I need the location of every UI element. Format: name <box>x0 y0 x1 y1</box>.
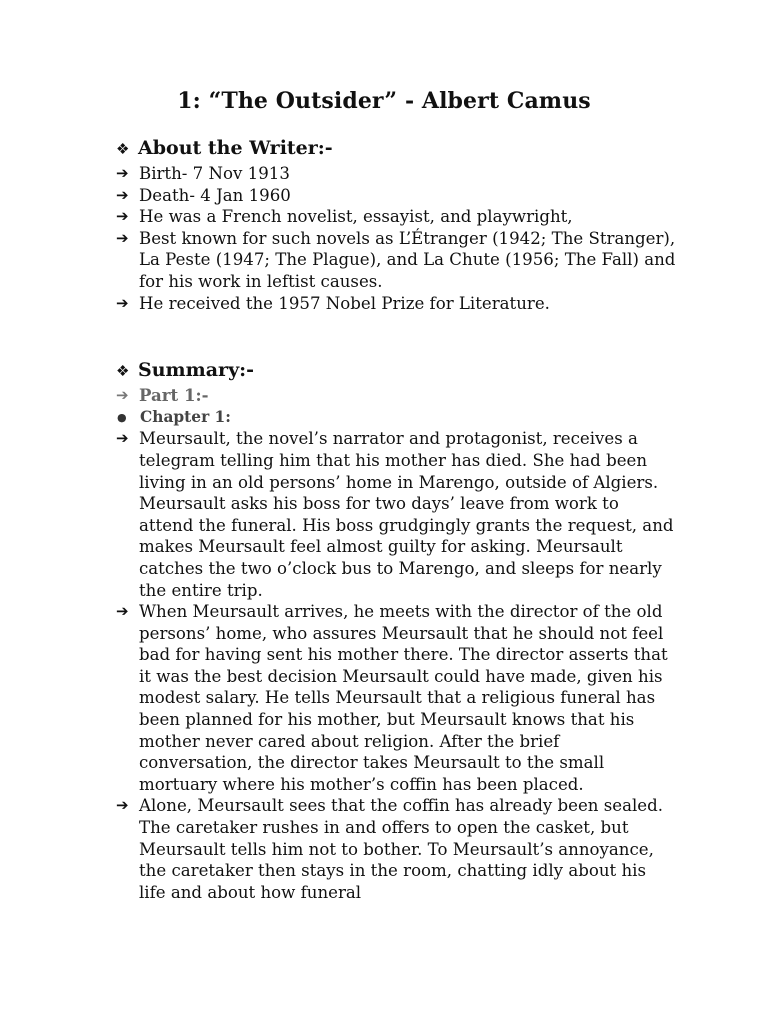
summary-heading <box>116 356 676 385</box>
arrow-bullet-icon: ➔ <box>116 185 129 204</box>
list-item <box>116 428 676 601</box>
list-item-text: Birth- 7 Nov 1913 <box>139 164 290 183</box>
diamond-bullet-icon: ❖ <box>116 140 130 158</box>
section-spacer <box>116 314 676 356</box>
list-item-text: Death- 4 Jan 1960 <box>139 185 291 205</box>
list-item <box>116 601 676 795</box>
list-item <box>116 228 676 293</box>
document-title: 1: “The Outsider” - Albert Camus <box>177 88 591 114</box>
document-body <box>116 134 676 903</box>
list-item-text: Best known for such novels as L’Étranger (1942; The Stranger), La Peste (1947; The Plague), and La Chute (1956; The Fall) and for his work in leftist causes. <box>139 228 676 291</box>
list-item <box>116 206 676 228</box>
arrow-bullet-icon: ➔ <box>116 386 129 405</box>
list-item-text: Alone, Meursault sees that the coffin has already been sealed. The caretaker rushes in and offers to open the casket, but Meursault tells him not to bother. To Meursault’s annoyance, the caretaker then stays in the room, chatting idly about his life and about how funeral <box>139 796 664 902</box>
chapter-label-text: Chapter 1: <box>140 407 231 426</box>
arrow-bullet-icon: ➔ <box>116 429 129 448</box>
list-item <box>116 795 676 903</box>
dot-bullet-icon: ● <box>117 410 127 424</box>
diamond-bullet-icon: ❖ <box>116 362 130 381</box>
about-writer-heading-text: About the Writer:- <box>138 137 333 159</box>
summary-heading-text: Summary:- <box>138 359 255 382</box>
list-item-text: He was a French novelist, essayist, and playwright, <box>139 207 573 227</box>
list-item <box>116 163 676 185</box>
arrow-bullet-icon: ➔ <box>116 207 129 226</box>
part-label <box>116 385 676 407</box>
about-writer-list <box>116 163 676 314</box>
part-label-text: Part 1:- <box>139 385 209 406</box>
chapter-label <box>116 407 676 429</box>
arrow-bullet-icon: ➔ <box>116 228 129 247</box>
list-item-text: When Meursault arrives, he meets with the director of the old persons’ home, who assures Meursault that he should not feel bad for having sent his mother there. The director asserts that it was the best decision Meursault could have made, given his modest salary. He tells Meursault that a religious funeral has been planned for his mother, but Meursault knows that his mother never cared about religion. After the brief conversation, the director takes Meursault to the small mortuary where his mother’s coffin has been placed. <box>139 602 668 794</box>
list-item <box>116 293 676 315</box>
summary-list <box>116 428 676 903</box>
list-item <box>116 185 676 207</box>
list-item-text: Meursault, the novel’s narrator and protagonist, receives a telegram telling him that his mother has died. She had been living in an old persons’ home in Marengo, outside of Algiers. Meursault asks his boss for two days’ leave from work to attend the funeral. His boss grudgingly grants the request, and makes Meursault feel almost guilty for asking. Meursault catches the two o’clock bus to Marengo, and sleeps for nearly the entire trip. <box>139 429 674 600</box>
arrow-bullet-icon: ➔ <box>116 602 129 621</box>
about-writer-heading <box>116 134 676 163</box>
arrow-bullet-icon: ➔ <box>116 293 129 312</box>
arrow-bullet-icon: ➔ <box>116 164 129 182</box>
list-item-text: He received the 1957 Nobel Prize for Literature. <box>139 293 550 313</box>
arrow-bullet-icon: ➔ <box>116 796 129 815</box>
